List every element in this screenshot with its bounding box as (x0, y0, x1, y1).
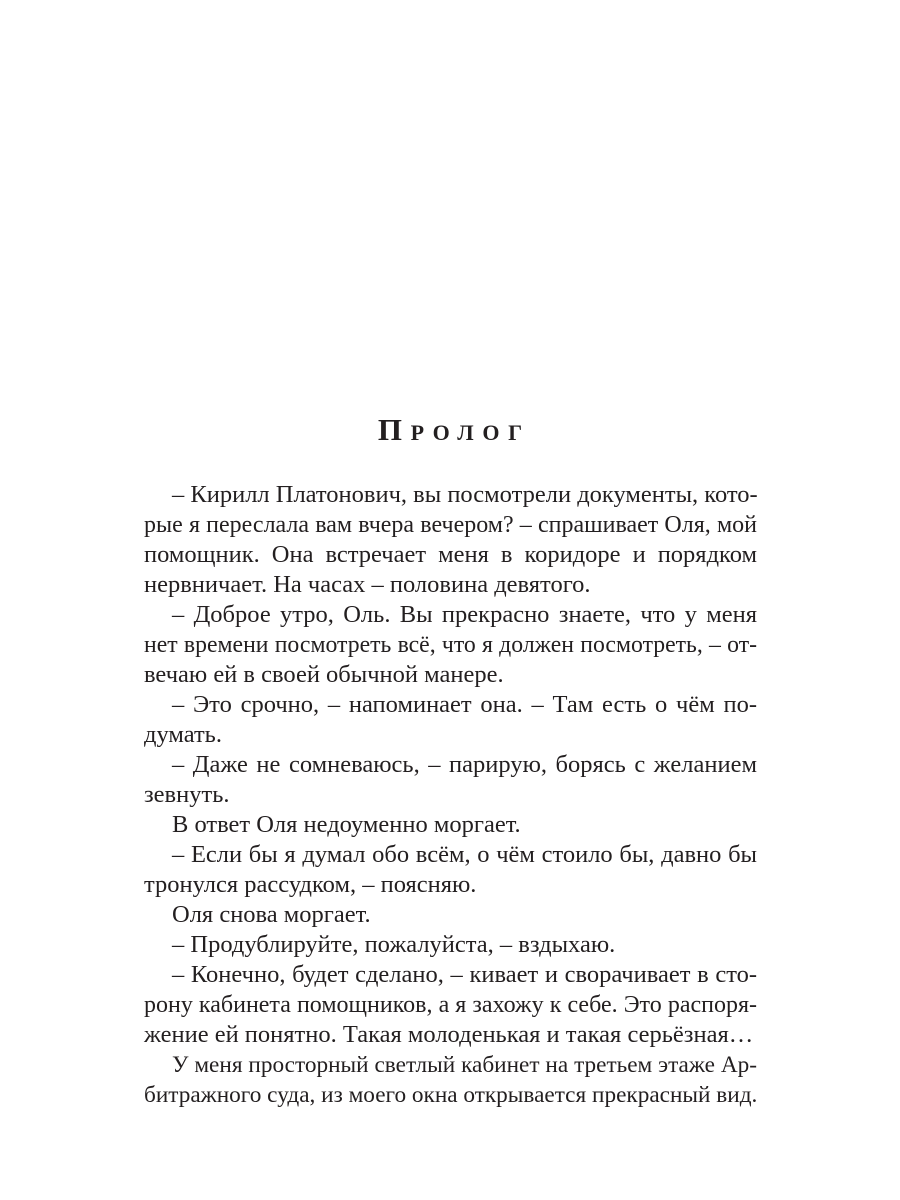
text-line: думать. (144, 721, 222, 748)
text-line: вечаю ей в своей обычной манере. (144, 661, 504, 688)
text-line: рону кабинета помощников, а я захожу к себе. Это распоря- (144, 992, 757, 1018)
text-line: – Кирилл Платонович, вы посмотрели документы, кото- (172, 481, 758, 508)
text-line: – Даже не сомневаюсь, – парирую, борясь с желанием (172, 751, 757, 778)
text-line: – Это срочно, – напоминает она. – Там есть о чём по- (172, 691, 757, 718)
text-line: – Если бы я думал обо всём, о чём стоило бы, давно бы (172, 841, 757, 868)
text-line: нервничает. На часах – половина девятого. (144, 571, 591, 598)
text-line: – Продублируйте, пожалуйста, – вздыхаю. (172, 931, 616, 958)
text-line: помощник. Она встречает меня в коридоре и порядком (144, 541, 757, 568)
text-line: – Доброе утро, Оль. Вы прекрасно знаете, что у меня (172, 601, 757, 628)
text-line: нет времени посмотреть всё, что я должен посмотреть, – от- (144, 632, 757, 658)
text-line: Оля снова моргает. (172, 901, 371, 928)
text-line: зевнуть. (144, 781, 230, 808)
text-line: – Конечно, будет сделано, – кивает и сворачивает в сто- (172, 961, 757, 988)
text-line: жение ей понятно. Такая молоденькая и такая серьёзная… (144, 1021, 754, 1048)
text-line: У меня просторный светлый кабинет на третьем этаже Ар- (172, 1052, 757, 1078)
text-line: В ответ Оля недоуменно моргает. (172, 811, 521, 838)
text-line: тронулся рассудком, – поясняю. (144, 871, 477, 898)
text-line: рые я переслала вам вчера вечером? – спрашивает Оля, мой (144, 512, 757, 538)
chapter-title: Пролог (377, 412, 531, 447)
prologue-text (144, 480, 757, 1110)
text-line: битражного суда, из моего окна открывается прекрасный вид. (144, 1082, 758, 1108)
